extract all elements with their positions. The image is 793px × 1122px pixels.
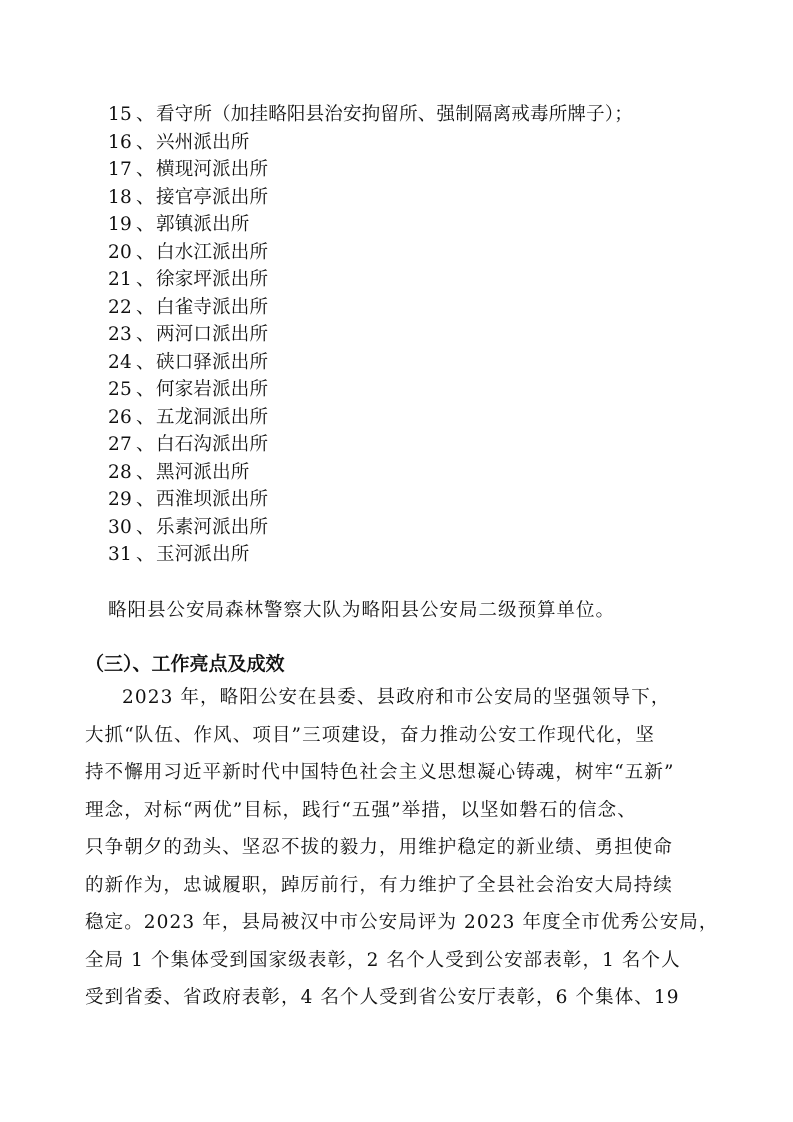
list-item-text: 看守所（加挂略阳县治安拘留所、强制隔离戒毒所牌子）；	[156, 104, 633, 125]
list-item-separator: 、	[136, 489, 155, 510]
list-item-number: 16	[108, 131, 132, 153]
list-item-text: 何家岩派出所	[156, 379, 269, 400]
list-item-number: 26	[108, 406, 132, 428]
list-item-separator: 、	[136, 296, 155, 318]
police-station-list	[108, 101, 728, 569]
paragraph-line: 只争朝夕的劲头、坚忍不拔的毅力，用维护稳定的新业绩、勇担使命	[85, 837, 674, 858]
list-item-number: 31	[108, 544, 132, 565]
budget-unit-note: 略阳县公安局森林警察大队为略阳县公安局二级预算单位。	[108, 600, 616, 621]
list-item-text: 接官亭派出所	[156, 186, 269, 208]
list-item-text: 硖口驿派出所	[156, 351, 269, 373]
list-item	[108, 349, 728, 377]
list-item	[108, 431, 728, 459]
list-item-text: 玉河派出所	[156, 544, 250, 565]
list-item-text: 五龙洞派出所	[156, 406, 269, 428]
list-item-separator: 、	[136, 324, 155, 345]
list-item	[108, 541, 728, 569]
list-item	[108, 101, 728, 129]
paragraph-line: 稳定。2023 年，县局被汉中市公安局评为 2023 年度全市优秀公安局，	[85, 912, 719, 933]
list-item	[108, 321, 728, 349]
list-item-number: 19	[108, 214, 132, 235]
list-item-text: 黑河派出所	[156, 461, 250, 483]
list-item	[108, 459, 728, 487]
list-item-text: 郭镇派出所	[156, 214, 250, 235]
list-item-text: 西淮坝派出所	[156, 489, 269, 510]
list-item	[108, 294, 728, 322]
list-item-number: 22	[108, 296, 132, 318]
list-item-number: 23	[108, 324, 132, 345]
list-item-text: 白雀寺派出所	[156, 296, 269, 318]
list-item-separator: 、	[136, 461, 155, 483]
paragraph-line: 全局 1 个集体受到国家级表彰，2 名个人受到公安部表彰，1 名个人	[85, 949, 681, 971]
list-item	[108, 156, 728, 184]
list-item-separator: 、	[136, 214, 155, 235]
list-item-number: 24	[108, 351, 132, 373]
list-item	[108, 184, 728, 212]
achievements-paragraph	[85, 679, 718, 1017]
list-item-separator: 、	[136, 544, 155, 565]
list-item	[108, 211, 728, 239]
list-item-number: 25	[108, 379, 132, 400]
list-item-text: 徐家坪派出所	[156, 269, 269, 290]
paragraph-line: 大抓“队伍、作风、项目”三项建设，奋力推动公安工作现代化，坚	[85, 724, 655, 746]
list-item-separator: 、	[136, 269, 155, 290]
list-item-text: 乐素河派出所	[156, 516, 269, 538]
list-item	[108, 239, 728, 267]
list-item-number: 28	[108, 461, 132, 483]
list-item	[108, 404, 728, 432]
list-item-number: 21	[108, 269, 132, 290]
list-item	[108, 129, 728, 157]
list-item-text: 白石沟派出所	[156, 434, 269, 455]
list-item	[108, 486, 728, 514]
list-item-number: 29	[108, 489, 132, 510]
paragraph-line: 理念，对标“两优”目标，践行“五强”举措，以坚如磐石的信念、	[85, 799, 637, 821]
list-item-number: 30	[108, 516, 132, 538]
list-item-number: 27	[108, 434, 132, 455]
list-item-separator: 、	[136, 516, 155, 538]
list-item	[108, 514, 728, 542]
list-item-number: 15	[108, 104, 132, 125]
list-item-separator: 、	[136, 159, 155, 180]
list-item-number: 20	[108, 241, 132, 263]
paragraph-line: 的新作为，忠诚履职，踔厉前行，有力维护了全县社会治安大局持续	[85, 874, 674, 896]
list-item-number: 17	[108, 159, 132, 180]
list-item-separator: 、	[136, 434, 155, 455]
list-item-text: 兴州派出所	[156, 131, 250, 153]
paragraph-line: 受到省委、省政府表彰，4 名个人受到省公安厅表彰，6 个集体、19	[85, 987, 680, 1008]
list-item-separator: 、	[136, 131, 155, 153]
paragraph-line: 2023 年，略阳公安在县委、县政府和市公安局的坚强领导下，	[122, 687, 671, 708]
list-item-separator: 、	[136, 406, 155, 428]
list-item-text: 两河口派出所	[156, 324, 269, 345]
list-item	[108, 266, 728, 294]
list-item-text: 白水江派出所	[156, 241, 269, 263]
list-item-separator: 、	[136, 104, 155, 125]
paragraph-line: 持不懈用习近平新时代中国特色社会主义思想凝心铸魂，树牢“五新”	[85, 762, 675, 783]
list-item-text: 横现河派出所	[156, 159, 269, 180]
section-heading: （三）、工作亮点及成效	[85, 653, 285, 675]
list-item-separator: 、	[136, 351, 155, 373]
list-item-separator: 、	[136, 379, 155, 400]
list-item	[108, 376, 728, 404]
list-item-separator: 、	[136, 241, 155, 263]
list-item-number: 18	[108, 186, 132, 208]
list-item-separator: 、	[136, 186, 155, 208]
